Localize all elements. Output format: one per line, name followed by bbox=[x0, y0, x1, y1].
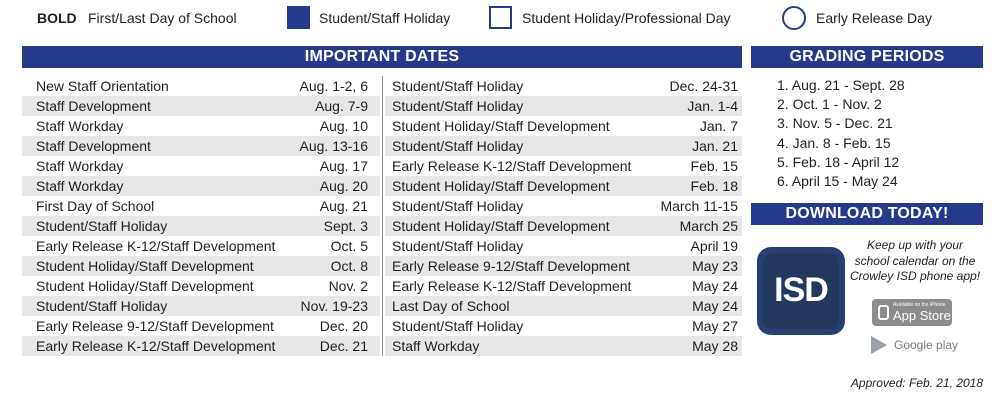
legend-bold-text: First/Last Day of School bbox=[88, 10, 237, 26]
date-event: Student/Staff Holiday bbox=[392, 238, 524, 254]
date-row bbox=[385, 176, 742, 196]
date-row bbox=[385, 316, 742, 336]
date-row bbox=[22, 176, 380, 196]
date-row bbox=[385, 236, 742, 256]
date-value: May 24 bbox=[692, 278, 738, 294]
date-value: Oct. 5 bbox=[330, 238, 368, 254]
date-event: Staff Workday bbox=[36, 178, 124, 194]
date-row bbox=[22, 76, 380, 96]
date-value: Feb. 15 bbox=[690, 158, 738, 174]
date-value: Oct. 8 bbox=[330, 258, 368, 274]
date-row bbox=[22, 336, 380, 356]
date-row bbox=[22, 276, 380, 296]
date-row bbox=[385, 196, 742, 216]
important-dates-left-column bbox=[22, 76, 380, 356]
date-event: Student/Staff Holiday bbox=[392, 98, 524, 114]
date-row bbox=[385, 216, 742, 236]
date-event: Student/Staff Holiday bbox=[36, 218, 168, 234]
date-value: Aug. 21 bbox=[319, 198, 368, 214]
date-value: Dec. 24-31 bbox=[669, 78, 738, 94]
date-value: Jan. 21 bbox=[692, 138, 738, 154]
date-value: April 19 bbox=[690, 238, 738, 254]
date-event: Student Holiday/Staff Development bbox=[36, 278, 254, 294]
date-event: Staff Development bbox=[36, 98, 151, 114]
date-event: Early Release 9-12/Staff Development bbox=[36, 318, 274, 334]
legend-professional-swatch bbox=[489, 6, 512, 29]
date-value: Aug. 13-16 bbox=[299, 138, 368, 154]
date-row bbox=[385, 156, 742, 176]
date-row bbox=[22, 236, 380, 256]
column-divider bbox=[382, 76, 383, 356]
date-row bbox=[22, 96, 380, 116]
date-event: Staff Workday bbox=[36, 118, 124, 134]
grading-period-item: 4. Jan. 8 - Feb. 15 bbox=[777, 134, 891, 151]
date-value: Aug. 1-2, 6 bbox=[299, 78, 368, 94]
date-value: Aug. 17 bbox=[319, 158, 368, 174]
grading-periods-section bbox=[751, 46, 983, 191]
date-event: Early Release K-12/Staff Development bbox=[392, 158, 632, 174]
date-row bbox=[22, 136, 380, 156]
date-value: Dec. 20 bbox=[319, 318, 368, 334]
date-event: Student Holiday/Staff Development bbox=[392, 178, 610, 194]
legend-early-release-swatch bbox=[782, 6, 806, 30]
date-event: Student/Staff Holiday bbox=[392, 78, 524, 94]
date-row bbox=[385, 256, 742, 276]
date-row bbox=[22, 216, 380, 236]
date-row bbox=[22, 316, 380, 336]
date-value: March 11-15 bbox=[660, 198, 738, 214]
app-icon[interactable] bbox=[757, 247, 845, 335]
app-store-label: App Store bbox=[893, 308, 951, 323]
approved-date: Approved: Feb. 21, 2018 bbox=[850, 376, 983, 390]
date-event: Early Release K-12/Staff Development bbox=[392, 278, 632, 294]
date-row bbox=[22, 256, 380, 276]
legend-holiday-swatch bbox=[287, 6, 310, 29]
grading-period-item: 1. Aug. 21 - Sept. 28 bbox=[777, 77, 905, 93]
grading-periods-title: GRADING PERIODS bbox=[751, 46, 983, 68]
grading-period-item: 5. Feb. 18 - April 12 bbox=[777, 153, 900, 170]
date-event: Staff Development bbox=[36, 138, 151, 154]
date-value: March 25 bbox=[679, 218, 738, 234]
date-row bbox=[385, 336, 742, 356]
date-row bbox=[385, 296, 742, 316]
legend-early-release-text: Early Release Day bbox=[816, 10, 932, 26]
date-value: Aug. 20 bbox=[319, 178, 368, 194]
date-row bbox=[385, 96, 742, 116]
date-event: Last Day of School bbox=[392, 298, 510, 314]
date-row bbox=[22, 296, 380, 316]
date-value: Jan. 7 bbox=[699, 118, 738, 134]
date-event: Student Holiday/Staff Development bbox=[392, 218, 610, 234]
date-value: Nov. 2 bbox=[328, 278, 368, 294]
app-icon-text: ISD bbox=[774, 271, 828, 309]
date-value: May 24 bbox=[692, 298, 738, 314]
date-event: Student/Staff Holiday bbox=[36, 298, 168, 314]
date-value: Dec. 21 bbox=[319, 338, 368, 354]
date-value: May 23 bbox=[692, 258, 738, 274]
date-event: Student/Staff Holiday bbox=[392, 138, 524, 154]
play-triangle-icon bbox=[871, 336, 887, 354]
download-section bbox=[751, 203, 983, 225]
date-row bbox=[22, 116, 380, 136]
date-event: First Day of School bbox=[36, 198, 155, 214]
date-value: Nov. 19-23 bbox=[300, 298, 368, 314]
date-event: Early Release K-12/Staff Development bbox=[36, 338, 276, 354]
date-row bbox=[385, 136, 742, 156]
date-event: Staff Workday bbox=[392, 338, 480, 354]
important-dates-right-column bbox=[385, 76, 742, 356]
date-row bbox=[385, 276, 742, 296]
date-value: Aug. 7-9 bbox=[315, 98, 368, 114]
app-store-button[interactable] bbox=[872, 299, 952, 326]
grading-period-item: 3. Nov. 5 - Dec. 21 bbox=[777, 115, 893, 132]
app-store-small-text: Available on the iPhone bbox=[893, 302, 946, 308]
date-value: Feb. 18 bbox=[690, 178, 738, 194]
keep-up-text: Keep up with your school calendar on the Crowley ISD phone app! bbox=[849, 238, 981, 283]
date-row bbox=[22, 156, 380, 176]
download-title: DOWNLOAD TODAY! bbox=[751, 203, 983, 225]
date-value: Aug. 10 bbox=[319, 118, 368, 134]
google-play-button[interactable] bbox=[871, 336, 961, 356]
date-event: Student/Staff Holiday bbox=[392, 198, 524, 214]
date-row bbox=[22, 196, 380, 216]
legend-holiday-text: Student/Staff Holiday bbox=[319, 10, 451, 26]
date-event: Student Holiday/Staff Development bbox=[392, 118, 610, 134]
grading-period-item: 6. April 15 - May 24 bbox=[777, 173, 898, 190]
date-event: Student/Staff Holiday bbox=[392, 318, 524, 334]
date-event: New Staff Orientation bbox=[36, 78, 169, 94]
date-row bbox=[385, 116, 742, 136]
date-event: Early Release 9-12/Staff Development bbox=[392, 258, 630, 274]
grading-periods-list bbox=[751, 76, 983, 191]
date-event: Early Release K-12/Staff Development bbox=[36, 238, 276, 254]
date-row bbox=[385, 76, 742, 96]
legend-bold-key: BOLD bbox=[37, 10, 77, 26]
important-dates-columns bbox=[22, 76, 742, 356]
important-dates-title: IMPORTANT DATES bbox=[22, 46, 742, 68]
important-dates-section bbox=[22, 46, 742, 356]
date-value: Jan. 1-4 bbox=[687, 98, 738, 114]
date-value: May 27 bbox=[692, 318, 738, 334]
date-event: Student Holiday/Staff Development bbox=[36, 258, 254, 274]
date-value: May 28 bbox=[692, 338, 738, 354]
legend bbox=[0, 6, 1001, 30]
phone-icon bbox=[878, 305, 889, 320]
grading-period-item: 2. Oct. 1 - Nov. 2 bbox=[777, 96, 882, 113]
google-play-label: Google play bbox=[894, 338, 959, 352]
legend-professional-text: Student Holiday/Professional Day bbox=[522, 10, 731, 26]
date-event: Staff Workday bbox=[36, 158, 124, 174]
date-value: Sept. 3 bbox=[323, 218, 368, 234]
